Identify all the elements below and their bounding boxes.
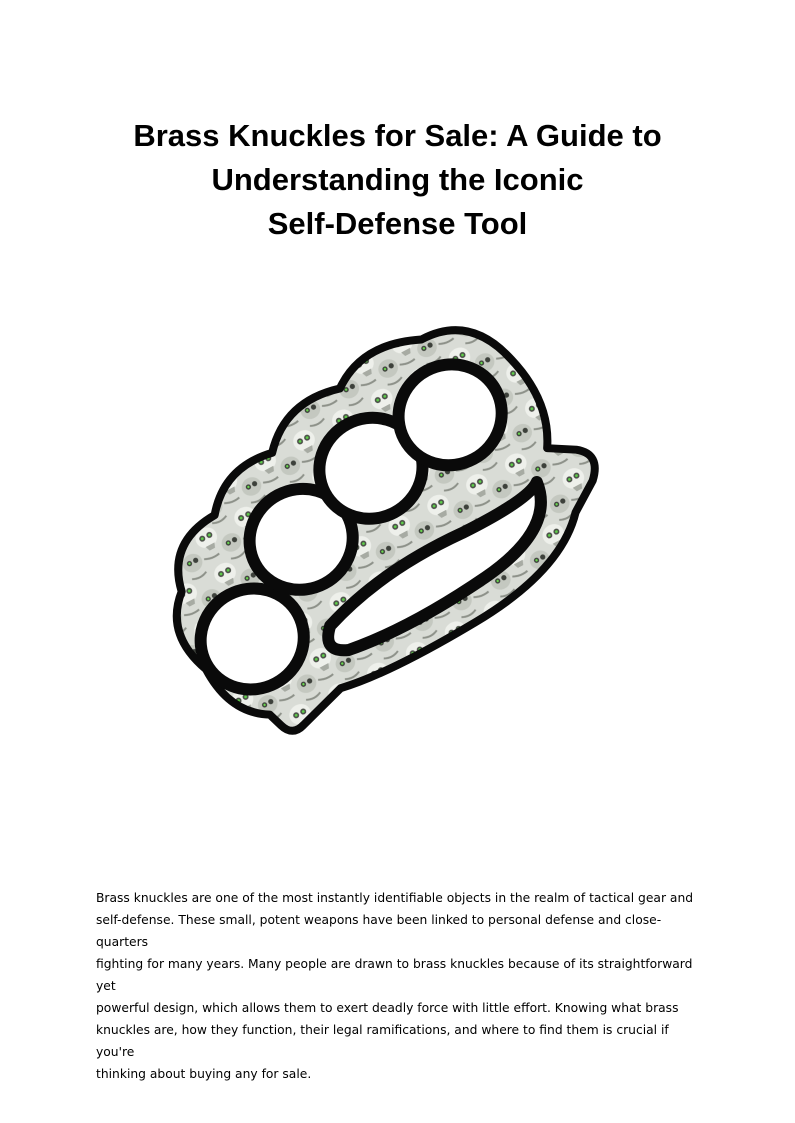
title-line: Understanding the Iconic <box>211 162 584 197</box>
title-line: Brass Knuckles for Sale: A Guide to <box>133 118 662 153</box>
page-title <box>60 114 735 246</box>
brass-knuckles-illustration <box>140 315 665 815</box>
paragraph-line: thinking about buying any for sale. <box>96 1067 312 1081</box>
brass-knuckles-image <box>140 315 665 815</box>
paragraph-line: self-defense. These small, potent weapons have been linked to personal defense and close-quarters <box>96 913 662 949</box>
paragraph-line: powerful design, which allows them to exert deadly force with little effort. Knowing what brass <box>96 1001 679 1015</box>
paragraph-line: Brass knuckles are one of the most instantly identifiable objects in the realm of tactical gear and <box>96 891 694 905</box>
intro-paragraph <box>96 887 701 1085</box>
paragraph-line: fighting for many years. Many people are drawn to brass knuckles because of its straightforward yet <box>96 957 693 993</box>
paragraph-line: knuckles are, how they function, their legal ramifications, and where to find them is crucial if you're <box>96 1023 669 1059</box>
title-line: Self-Defense Tool <box>267 206 528 241</box>
